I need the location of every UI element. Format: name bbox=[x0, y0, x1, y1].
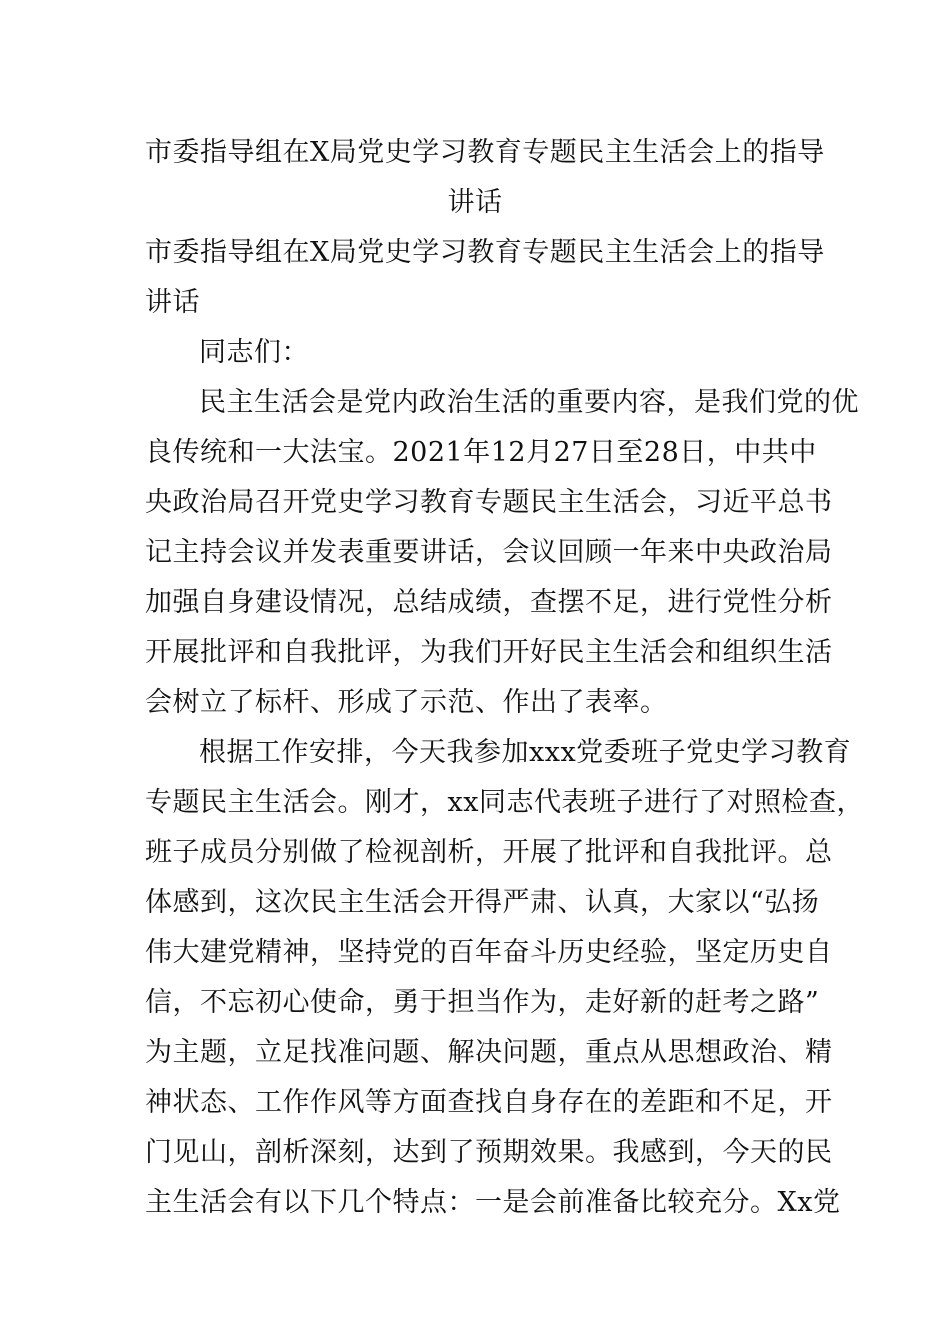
paragraph-1-line: 民主生活会是党内政治生活的重要内容，是我们党的优 bbox=[199, 387, 859, 418]
paragraph-2-line: 门见山，剖析深刻，达到了预期效果。我感到，今天的民 bbox=[145, 1137, 833, 1168]
paragraph-1-line: 良传统和一大法宝。2021年12月27日至28日，中共中 bbox=[145, 437, 817, 468]
salutation-text: 同志们： bbox=[199, 337, 309, 368]
paragraph-2-line: 专题民主生活会。刚才，xx同志代表班子进行了对照检查， bbox=[145, 787, 864, 818]
paragraph-1 bbox=[145, 378, 859, 728]
paragraph-1-line: 央政治局召开党史学习教育专题民主生活会，习近平总书 bbox=[145, 487, 833, 518]
paragraph-2-line: 为主题，立足找准问题、解决问题，重点从思想政治、精 bbox=[145, 1037, 833, 1068]
document-body bbox=[145, 228, 864, 1228]
paragraph-2-line: 伟大建党精神，坚持党的百年奋斗历史经验，坚定历史自 bbox=[145, 937, 833, 968]
paragraph-2-line: 班子成员分别做了检视剖析，开展了批评和自我批评。总 bbox=[145, 837, 833, 868]
subtitle-paragraph bbox=[145, 228, 825, 328]
paragraph-2-line: 神状态、工作作风等方面查找自身存在的差距和不足，开 bbox=[145, 1087, 833, 1118]
document-title bbox=[145, 128, 825, 228]
title-line-1: 市委指导组在X局党史学习教育专题民主生活会上的指导 bbox=[145, 137, 825, 168]
title-line-2: 讲话 bbox=[447, 187, 503, 218]
paragraph-2-line: 信，不忘初心使命，勇于担当作为，走好新的赶考之路” bbox=[145, 987, 820, 1018]
paragraph-1-line: 加强自身建设情况，总结成绩，查摆不足，进行党性分析 bbox=[145, 587, 833, 618]
paragraph-2-line: 体感到，这次民主生活会开得严肃、认真，大家以“弘扬 bbox=[145, 887, 820, 918]
paragraph-2-line: 主生活会有以下几个特点：一是会前准备比较充分。Xx党 bbox=[145, 1187, 841, 1218]
subtitle-line-1: 市委指导组在X局党史学习教育专题民主生活会上的指导 bbox=[145, 237, 825, 268]
subtitle-line-2: 讲话 bbox=[145, 287, 200, 318]
paragraph-1-line: 会树立了标杆、形成了示范、作出了表率。 bbox=[145, 687, 668, 718]
paragraph-2 bbox=[145, 728, 864, 1228]
paragraph-2-line: 根据工作安排，今天我参加xxx党委班子党史学习教育 bbox=[199, 737, 852, 768]
salutation bbox=[145, 328, 815, 378]
paragraph-1-line: 记主持会议并发表重要讲话，会议回顾一年来中央政治局 bbox=[145, 537, 833, 568]
paragraph-1-line: 开展批评和自我批评，为我们开好民主生活会和组织生活 bbox=[145, 637, 833, 668]
